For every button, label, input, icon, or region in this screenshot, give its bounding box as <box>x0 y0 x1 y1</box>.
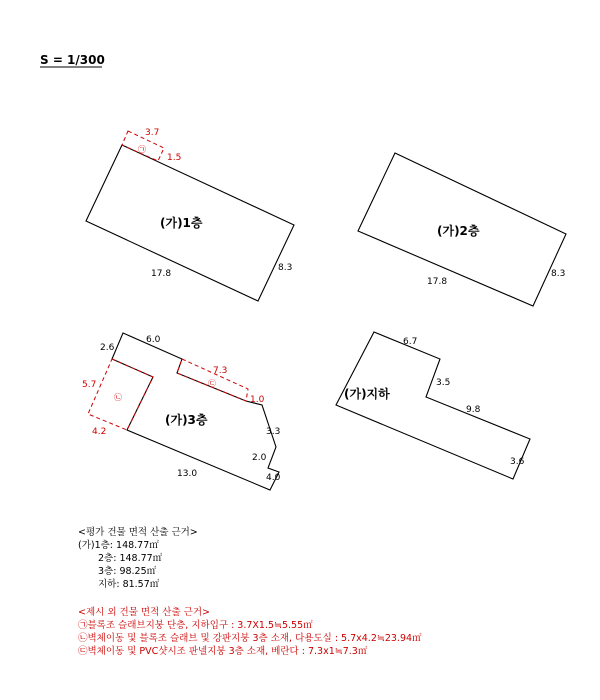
floor2-dim-bottom: 17.8 <box>427 277 448 287</box>
floor3-dim-57: 5.7 <box>82 380 97 390</box>
floor2-title: (가)2층 <box>437 224 480 238</box>
floor1-title: (가)1층 <box>160 216 203 230</box>
floor3-dim-40: 4.0 <box>266 473 281 483</box>
floor1-dim-top: 3.7 <box>145 128 160 138</box>
floor3-plan <box>82 333 281 490</box>
excluded-line-1: ㉠블록조 슬래브지붕 단층, 지하입구 : 3.7X1.5≒5.55㎡ <box>78 620 313 631</box>
basement-plan <box>336 332 530 479</box>
floor3-mark-c: ㉢ <box>208 379 216 388</box>
floor2-dim-right: 8.3 <box>551 269 566 279</box>
basement-dim-35: 3.5 <box>436 378 451 388</box>
excluded-notes <box>78 606 422 658</box>
floor3-dim-10: 1.0 <box>250 395 265 405</box>
floor3-dim-42: 4.2 <box>92 427 107 437</box>
basement-dim-36: 3.6 <box>510 457 525 467</box>
floor1-dim-bottom: 17.8 <box>151 269 172 279</box>
floor3-dim-26: 2.6 <box>100 343 115 353</box>
floor1-plan <box>86 128 294 301</box>
area-line-2: 2층: 148.77㎡ <box>98 553 163 564</box>
floor3-dim-73: 7.3 <box>213 366 228 376</box>
basement-outline <box>336 332 530 479</box>
excluded-heading: <제시 외 건물 면적 산출 근거> <box>78 607 210 618</box>
area-heading: <평가 건물 면적 산출 근거> <box>78 527 198 538</box>
floor3-mark-b: ㉡ <box>114 393 122 402</box>
scale-label: S = 1/300 <box>40 53 105 67</box>
floor1-dim-side: 1.5 <box>167 153 182 163</box>
floor3-title: (가)3층 <box>165 413 208 427</box>
floor3-outline <box>112 333 279 490</box>
floor3-dim-20: 2.0 <box>252 453 267 463</box>
excluded-line-3: ㉢벽체이동 및 PVC샷시조 판넬지붕 3층 소재, 베란다 : 7.3x1≒7.3㎡ <box>78 646 368 657</box>
basement-dim-67: 6.7 <box>403 337 418 347</box>
excluded-line-2: ㉡벽체이동 및 블록조 슬래브 및 강판지붕 3층 소재, 다용도실 : 5.7x4.2≒23.94㎡ <box>78 633 422 644</box>
area-notes <box>78 526 198 591</box>
floor2-plan <box>358 153 566 306</box>
area-line-1: (가)1층: 148.77㎡ <box>78 540 159 551</box>
floor1-mark: ㉠ <box>138 145 146 154</box>
basement-dim-98: 9.8 <box>466 405 481 415</box>
area-line-4: 지하: 81.57㎡ <box>98 579 160 590</box>
floor3-dim-60: 6.0 <box>146 335 161 345</box>
floor1-dim-right: 8.3 <box>278 263 293 273</box>
floor3-dim-130: 13.0 <box>177 469 198 479</box>
floor3-dim-33: 3.3 <box>266 427 281 437</box>
basement-title: (가)지하 <box>344 387 390 401</box>
area-line-3: 3층: 98.25㎡ <box>98 566 157 577</box>
